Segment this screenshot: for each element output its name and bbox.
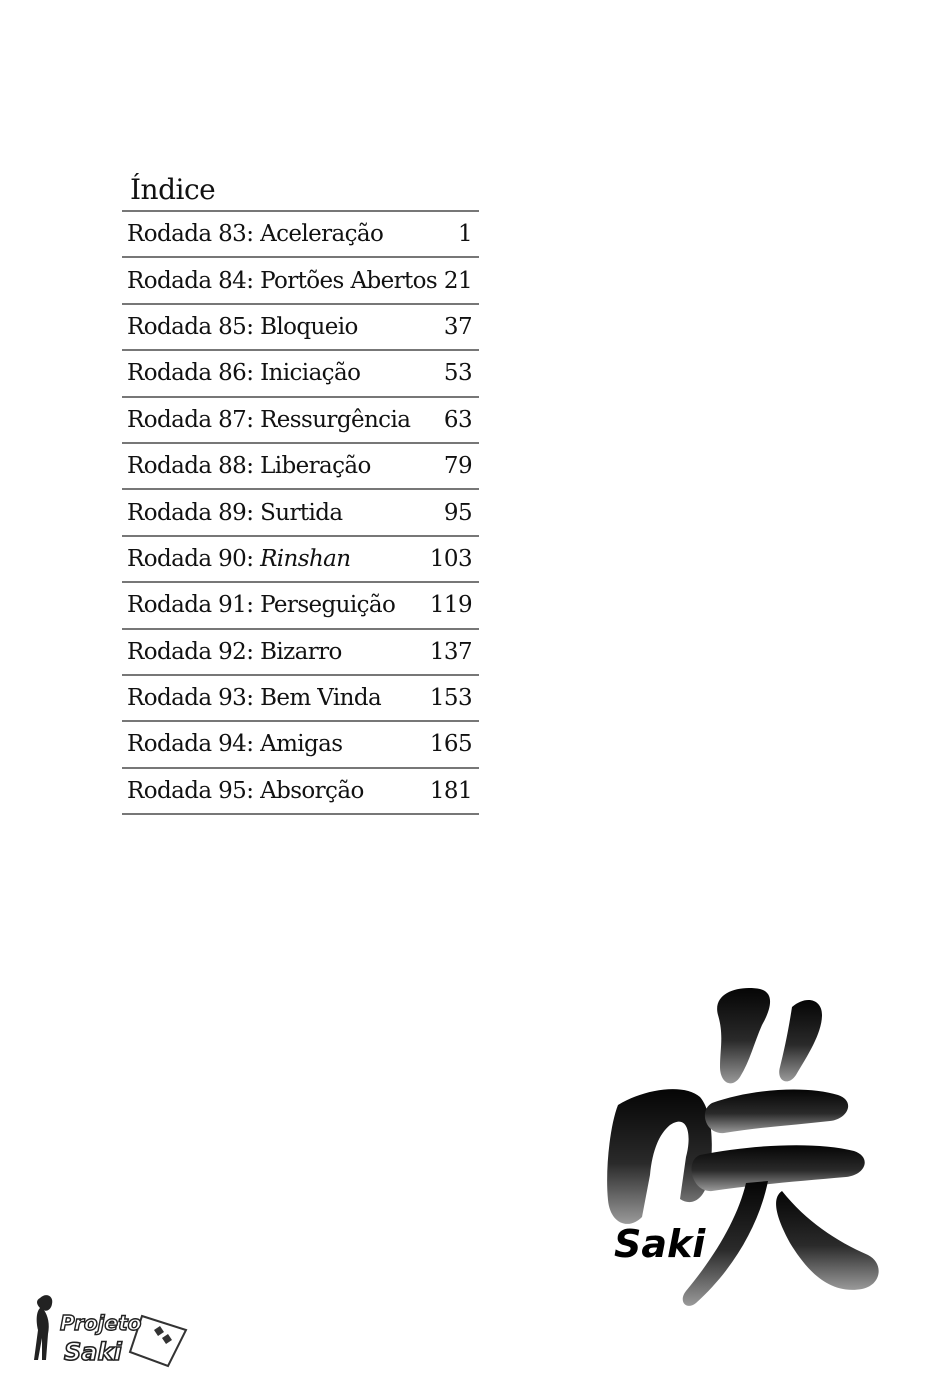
toc-entry-label: Rodada 88: Liberação <box>127 453 371 480</box>
toc-entry-label-italic: Rinshan <box>260 545 351 572</box>
toc-entry-91[interactable] <box>122 583 479 629</box>
toc-entry-page: 165 <box>429 731 472 758</box>
watermark-line1: Projeto <box>60 1311 142 1335</box>
saki-logo-text: Saki <box>614 1222 706 1266</box>
toc-entry-95[interactable] <box>122 769 479 815</box>
toc-title: Índice <box>122 170 479 212</box>
toc-entry-86[interactable] <box>122 351 479 397</box>
toc-entry-88[interactable] <box>122 444 479 490</box>
toc-entry-label: Rodada 91: Perseguição <box>127 592 396 619</box>
toc-entry-page: 1 <box>457 221 472 248</box>
toc-entry-85[interactable] <box>122 305 479 351</box>
table-of-contents <box>122 170 479 815</box>
toc-entry-page: 53 <box>443 360 472 387</box>
toc-entry-page: 63 <box>443 406 472 433</box>
toc-entry-93[interactable] <box>122 676 479 722</box>
toc-entry-89[interactable] <box>122 490 479 536</box>
toc-entry-label-prefix: Rodada 90: <box>127 545 261 572</box>
toc-entry-page: 137 <box>429 638 472 665</box>
toc-entry-label: Rodada 92: Bizarro <box>127 638 342 665</box>
toc-entry-label: Rodada 89: Surtida <box>127 499 343 526</box>
toc-entry-label: Rodada 85: Bloqueio <box>127 313 358 340</box>
toc-entry-label <box>127 546 351 572</box>
toc-entry-92[interactable] <box>122 630 479 676</box>
toc-entry-label: Rodada 87: Ressurgência <box>127 406 411 433</box>
toc-entry-87[interactable] <box>122 398 479 444</box>
toc-entry-83[interactable] <box>122 212 479 258</box>
toc-entry-page: 37 <box>443 313 472 340</box>
toc-entry-page: 79 <box>443 453 472 480</box>
saki-logo <box>600 985 890 1315</box>
toc-entry-90[interactable] <box>122 537 479 583</box>
watermark-line2: Saki <box>64 1338 122 1366</box>
toc-entry-page: 95 <box>443 499 472 526</box>
projeto-saki-watermark <box>30 1290 200 1370</box>
toc-entry-page: 119 <box>429 592 472 619</box>
toc-entry-label: Rodada 83: Aceleração <box>127 221 384 248</box>
toc-entry-page: 21 <box>443 267 472 294</box>
toc-entry-label: Rodada 95: Absorção <box>127 777 364 804</box>
toc-entry-label: Rodada 94: Amigas <box>127 731 343 758</box>
toc-entry-label: Rodada 86: Iniciação <box>127 360 361 387</box>
toc-entry-page: 181 <box>429 777 472 804</box>
toc-entry-label: Rodada 84: Portões Abertos <box>127 267 438 294</box>
toc-entry-label: Rodada 93: Bem Vinda <box>127 685 382 712</box>
toc-entry-page: 103 <box>429 545 472 572</box>
toc-entry-page: 153 <box>429 685 472 712</box>
toc-entry-84[interactable] <box>122 258 479 304</box>
toc-entry-94[interactable] <box>122 722 479 768</box>
